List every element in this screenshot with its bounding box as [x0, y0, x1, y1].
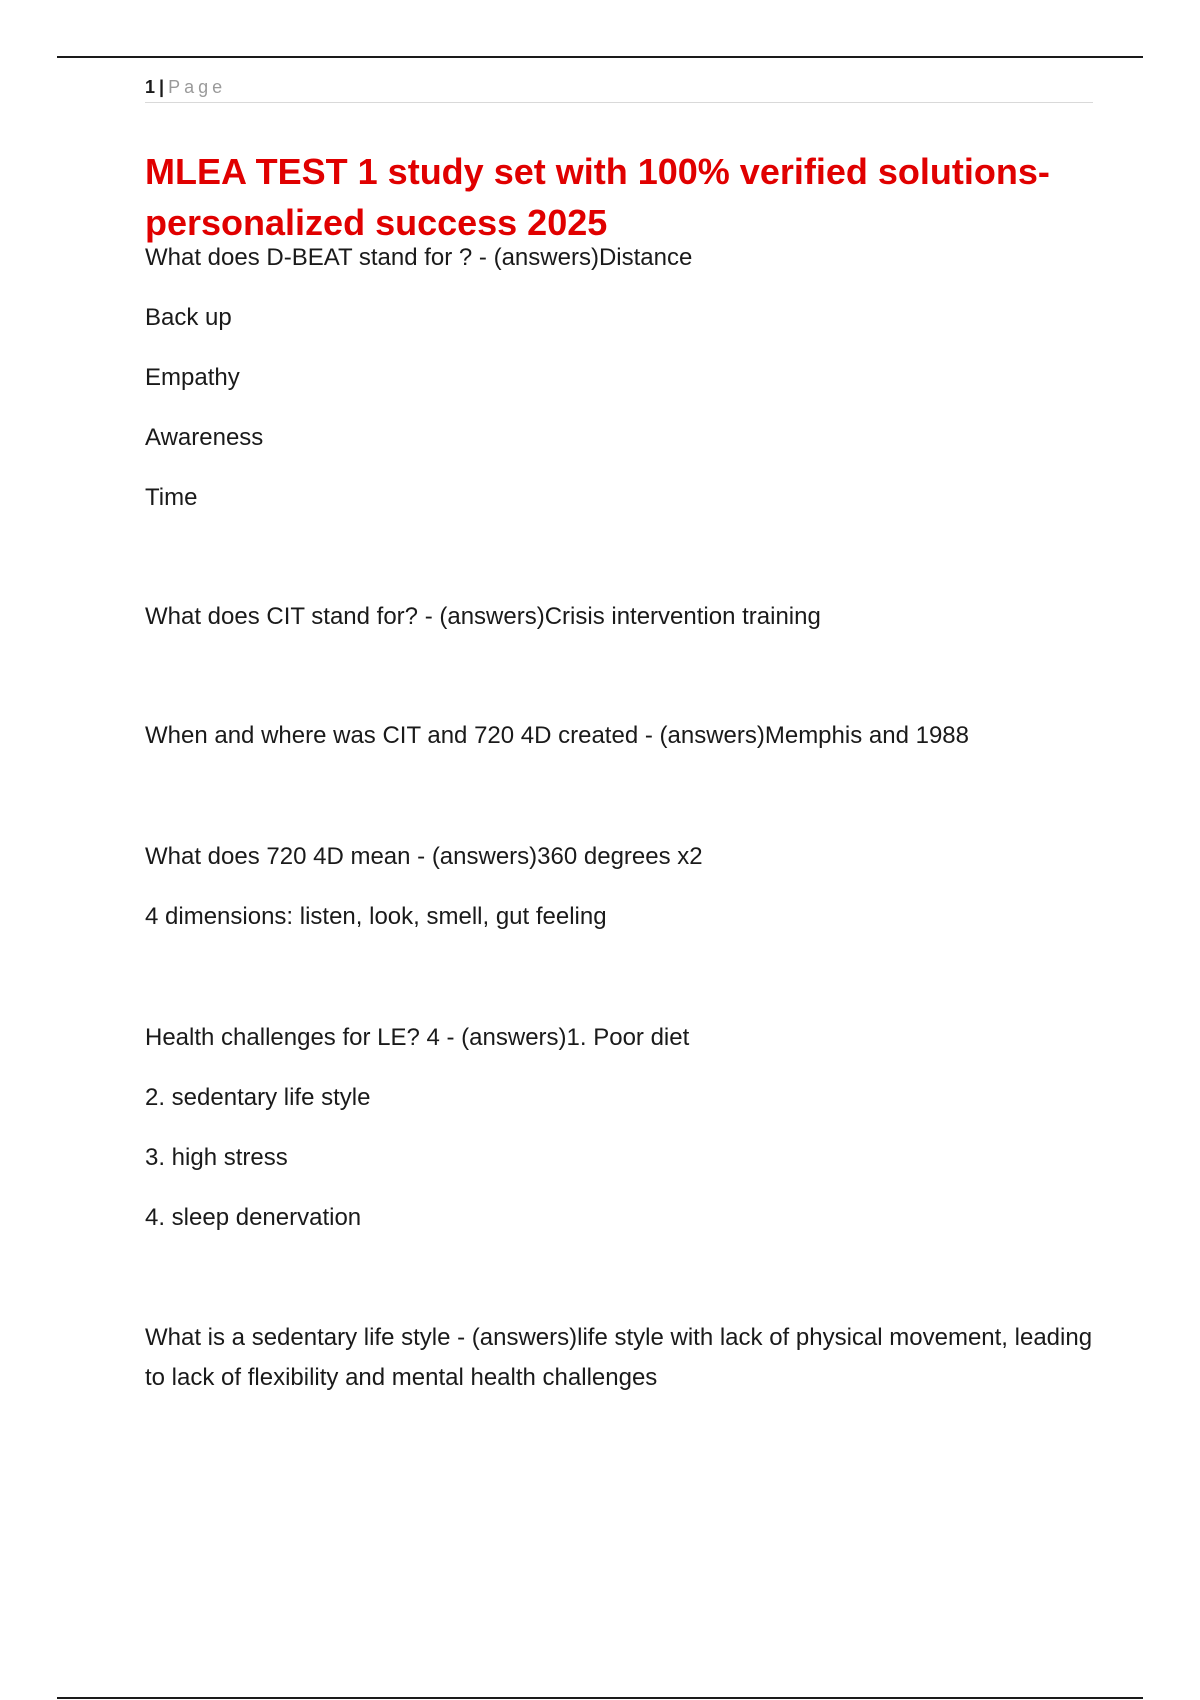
answer-line: 2. sedentary life style [145, 1084, 371, 1111]
answer-line: Empathy [145, 364, 240, 391]
bottom-rule [57, 1697, 1143, 1699]
page-separator: | [159, 77, 165, 97]
answer-line: 4. sleep denervation [145, 1204, 362, 1231]
question-dbeat: What does D-BEAT stand for ? - (answers)Distance [145, 244, 693, 271]
answer-line: Back up [145, 304, 232, 331]
top-rule [57, 56, 1143, 58]
document-title: MLEA TEST 1 study set with 100% verified solutions-personalized success 2025 [145, 151, 1050, 243]
answer-line: 4 dimensions: listen, look, smell, gut feeling [145, 903, 607, 930]
answer-line: Awareness [145, 424, 264, 451]
page-header [145, 72, 1093, 103]
question-cit-created: When and where was CIT and 720 4D created - (answers)Memphis and 1988 [145, 722, 969, 749]
document-body [145, 146, 1095, 1398]
answer-line: Time [145, 484, 198, 511]
answer-line: 3. high stress [145, 1144, 288, 1171]
page-label: Page [168, 77, 227, 97]
page-number: 1 [145, 77, 156, 97]
question-cit: What does CIT stand for? - (answers)Crisis intervention training [145, 603, 821, 630]
question-sedentary: What is a sedentary life style - (answers)life style with lack of physical movement, leading to lack of flexibility and mental health challenges [145, 1324, 1093, 1391]
question-health-challenges: Health challenges for LE? 4 - (answers)1. Poor diet [145, 1024, 690, 1051]
question-720-4d: What does 720 4D mean - (answers)360 degrees x2 [145, 843, 703, 870]
